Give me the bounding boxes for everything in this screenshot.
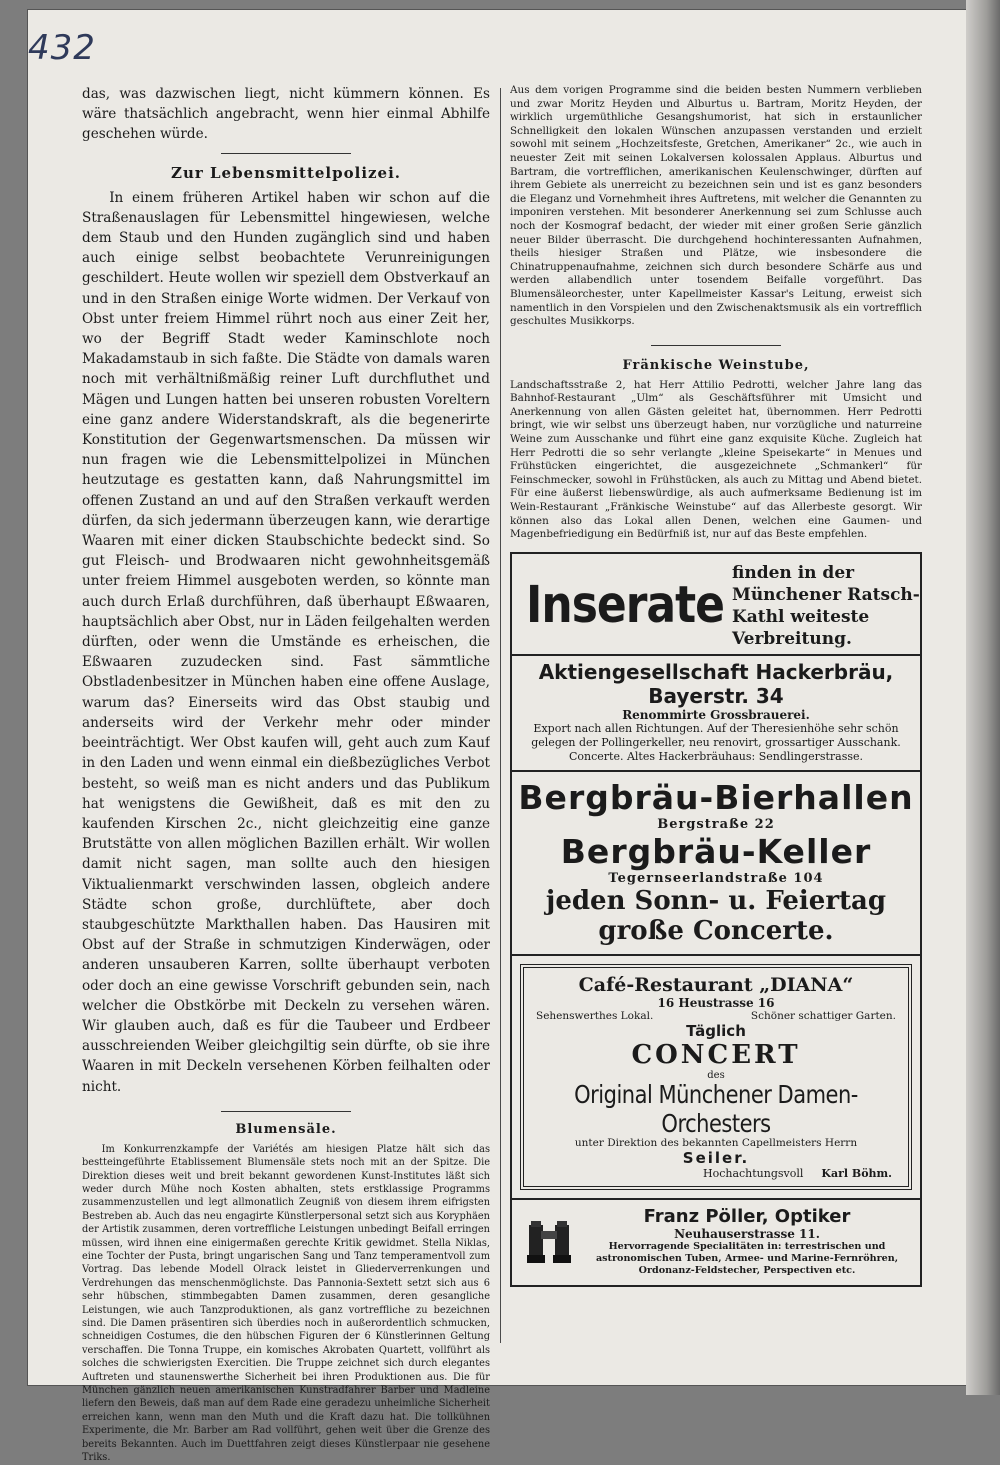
section-rule [221,153,351,154]
left-column [82,84,490,1465]
diana-address: 16 Heustrasse 16 [657,995,775,1010]
inserate-tagline-2: Kathl weiteste Verbreitung. [732,606,870,649]
hackerbraeu-text-2: gelegen der Pollingerkeller, neu renovirt, grossartiger Ausschank. [531,735,901,749]
page-edge [966,0,1000,1395]
intro-paragraph: das, was dazwischen liegt, nicht kümmern können. Es wäre thatsächlich angebracht, wenn hier einmal Abhilfe geschehen würde. [82,86,490,143]
bergbraeu-concert: jeden Sonn- u. Feiertag große Concerte. [545,885,887,946]
inserate-tagline-1: finden in der Münchener Ratsch- [732,562,920,605]
diana-respectfully: Hochachtungsvoll [702,1166,804,1180]
article-blumensaele: Im Konkurrenzkampfe der Variétés am hiesigen Platze hält sich das bestteingeführte Etablissement Blumensäle stets noch mit an der Spitze. Die Direktion dieses weit und breit bekannt gewordenen Kunst-Institutes läßt sich weder durch Mühe noch Kosten abhalten, stets erstklassige Programms zusammenzustellen und legt allmonatlich Zeugniß von diesem ihrem eifrigsten Bestreben ab. Auch das neu engagirte Künstlerpersonal setzt sich aus Koryphäen der Artistik zusammen, deren vortreffliche Leistungen unbedingt Beifall erringen müssen, wird ihnen eine einigermaßen gerechte Kritik gewidmet. Stella Niklas, eine Tochter der Pusta, bringt ungarischen Sang und Tanz temperamentvoll zum Vortrag. Das lebende Modell Olrack leistet in Gliederverrenkungen und Verdrehungen das menschenmöglichste. Das Pannonia-Sextett setzt sich aus 6 sehr hübschen, stimmbegabten Damen zusammen, deren gesangliche Leistungen, wie auch Tanzproduktionen, als ganz vortreffliche zu bezeichnen sind. Die Damen präsentiren sich überdies noch in außerordentlich schmucken, schneidigen Costumes, die den hübschen Figuren der 6 Künstlerinnen Geltung verschaffen. Die Tonna Truppe, ein komisches Akrobaten Quartett, vollführt als solches die schwierigsten Exercitien. Die Truppe zeichnet sich durch elegantes Auftreten und staunenswerthe Sicherheit bei ihren Produktionen aus. Die für München gänzlich neuen amerikanischen Kunstradfahrer Barber und Madleine liefern den Beweis, daß man auf dem Rade eine geradezu unheimliche Sicherheit erreichen kann, wenn man den Muth und die Kraft dazu hat. Die tollkühnen Experimente, die Mr. Barber am Rad vollführt, gehen weit über die Grenze des bereits Bekannten. Auch im Duettfahren zeigt dieses Künstlerpaar nie gesehene Triks. [82,1143,490,1464]
ad-optiker [510,1200,922,1287]
article-lebensmittelpolizei: In einem früheren Artikel haben wir schon auf die Straßenauslagen für Lebensmittel hingewiesen, welche dem Staub und den Hunden zugänglich sind und haben auch einige selbst beobachtete Verunreinigungen geschildert. Heute wollen wir speziell dem Obstverkauf an und in den Straßen einige Worte widmen. Der Verkauf von Obst unter freiem Himmel rührt noch aus einer Zeit her, wo der Begriff Stadt weder Kaminschlote noch Makadamstaub in sich faßte. Die Städte von damals waren noch mit verhältnißmäßig reiner Luft durchfluthet und Mägen und Lungen hatten bei unseren robusten Voreltern eine ganz andere Widerstandskraft, als die begenerirte Konstitution der Gegenwartsmenschen. Da müssen wir nun fragen wie die Lebensmittelpolizei in München heutzutage es gestatten kann, daß Nahrungsmittel im offenen Zustand an und auf den Straßen verkauft werden dürfen, da sich jedermann überzeugen kann, wie derartige Waaren mit einer dicken Staubschichte bedeckt sind. So gut Fleisch- und Brodwaaren nicht gewohnheitsgemäß unter freiem Himmel ausgeboten werden, so könnte man auch durch Erlaß durchführen, daß überhaupt Eßwaaren, hauptsächlich aber Obst, nur in Läden feilgehalten werden dürften, oder wenn die Umstände es erheischen, die Eßwaaren zuzudecken sind. Fast sämmtliche Obstladenbesitzer in München haben eine offene Auslage, warum das? Einerseits wird das Obst staubig und anderseits wird der Verkehr mehr oder minder beeinträchtigt. Wer Obst kaufen will, geht auch zum Kauf in den Laden und wenn einmal ein dießbezügliches Verbot besteht, so weiß man es nicht anders und das Publikum hat wenigstens die Gewißheit, daß es mit den zu kaufenden Kirschen 2c., nicht gleichzeitig eine ganze Brutstätte von allen möglichen Bazillen erhält. Wir wollen damit nicht sagen, man sollte auch den hiesigen Viktualienmarkt verschwinden lassen, obgleich andere Städte schon große, durchlüftete, aber doch staubgeschützte Markthallen haben. Das Hausiren mit Obst auf der Straße in schmutzigen Kinderwägen, oder anderen unsauberen Karren, sollte überhaupt verboten oder doch an eine gewisse Vorschrift gebunden sein, nach welcher die Obstkörbe mit Deckeln zu versehen wären. Wir glauben auch, daß es für die Taubeer und Erdbeer ausschreienden Weiber gleichgiltig sein dürfte, ob sie ihre Waaren in mit Deckeln versehenen Körben feilhalten oder nicht. [82,189,490,1095]
hackerbraeu-text-3: Concerte. Altes Hackerbräuhaus: Sendlingerstrasse. [568,749,864,763]
article-title-weinstube: Fränkische Weinstube, [622,357,810,373]
bergbraeu-address-1: Bergstraße 22 [657,816,775,832]
ad-diana [510,956,922,1200]
ad-inserate [510,552,922,656]
diana-orchestra: Original Münchener Damen-Orchesters [574,1080,858,1138]
right-column [510,84,922,1287]
binoculars-icon [518,1206,580,1277]
bergbraeu-keller: Bergbräu-Keller [560,831,872,871]
page-number: 432 [28,28,96,68]
diana-left-text: Sehenswerthes Lokal. [536,1009,654,1022]
inserate-heading: Inserate [526,576,724,636]
diana-daily: Täglich [686,1021,746,1040]
diana-right-text: Schöner schattiger Garten. [750,1009,896,1022]
section-rule [221,1111,351,1112]
ad-bergbraeu [510,772,922,956]
column-divider [500,88,501,1343]
bergbraeu-bierhallen: Bergbräu-Bierhallen [518,777,914,817]
diana-title: Café-Restaurant „DIANA“ [578,973,854,996]
article-title-lebensmittelpolizei: Zur Lebensmittelpolizei. [171,163,401,182]
hackerbraeu-subtitle: Renommirte Grossbrauerei. [622,707,810,722]
diana-frame [520,964,912,1190]
article-title-blumensaele: Blumensäle. [235,1121,337,1137]
optiker-text: Hervorragende Specialitäten in: terrestrischen und astronomischen Tuben, Armee- und Marine-Fernröhren, Ordonanz-Feldstecher, Perspectiven etc. [595,1240,899,1276]
article-weinstube: Landschaftsstraße 2, hat Herr Attilio Pedrotti, welcher Jahre lang das Bahnhof-Restaurant „Ulm“ als Geschäftsführer mit Umsicht und Anerkennung von allen Gästen geleitet hat, übernommen. Herr Pedrotti bringt, wie wir selbst uns überzeugt haben, nur vorzügliche und naturreine Weine zum Ausschanke und führt eine ganz exquisite Küche. Zugleich hat Herr Pedrotti die so sehr verlangte „kleine Speisekarte“ in Menues und Frühstücken eingerichtet, die ausgezeichnete „Schmankerl“ für Feinschmecker, sowohl in Frühstücken, als auch zu Mittag und Abend bietet. Für eine äußerst liebenswürdige, als auch aufmerksame Bedienung ist im Wein-Restaurant „Fränkische Weinstube“ auf das Allerbeste gesorgt. Wir können also das Lokal allen Denen, welchen eine Gaumen- und Magenbefriedigung ein Bedürfniß ist, nur auf das Beste empfehlen. [510,378,922,541]
article-program: Aus dem vorigen Programme sind die beiden besten Nummern verblieben und zwar Moritz Heyden und Alburtus u. Bartram, Moritz Heyden, der wirklich urgemüthliche Gesangshumorist, hat sich in erstaunlicher Schnelligkeit den lokalen Wünschen anzupassen verstanden und erzielt sowohl mit seinem „Hochzeitsfeste, Gretchen, Amerikaner“ 2c., wie auch in neuester Zeit mit seinen Lokalversen kolossalen Applaus. Alburtus und Bartram, die vortrefflichen, amerikanischen Keulenschwinger, dürften auf ihrem Gebiete als unerreicht zu bezeichnen sein und ist es ganz besonders die Eleganz und Vornehmheit ihres Auftretens, mit welcher die Genannten zu imponiren verstehen. Mit besonderer Anerkennung sei zum Schlusse auch noch der Kosmograf bedacht, der wieder mit einer großen Serie gänzlich neuer Bilder überrascht. Die durchgehend hochinteressanten Aufnahmen, theils hiesiger Straßen und Plätze, wie insbesondere die Chinatruppenaufnahme, zeichnen sich durch besondere Schärfe aus und werden allabendlich unter tosendem Beifalle vorgeführt. Das Blumensäleorchester, unter Kapellmeister Kassar's Leitung, erweist sich namentlich in den Vorspielen und den Zwischenaktsmusik als ein vortrefflich geschultes Musikkorps. [510,84,922,328]
optiker-title: Franz Pöller, Optiker [643,1205,851,1227]
bergbraeu-address-2: Tegernseerlandstraße 104 [608,870,824,886]
optiker-address: Neuhauserstrasse 11. [674,1226,820,1241]
ad-hackerbraeu [510,656,922,772]
diana-conductor: Seiler. [682,1148,750,1167]
hackerbraeu-title: Aktiengesellschaft Hackerbräu, Bayerstr. 34 [538,659,894,708]
diana-owner: Karl Böhm. [821,1166,892,1180]
section-rule [651,345,781,346]
diana-direction: unter Direktion des bekannten Capellmeisters Herrn [574,1136,858,1149]
diana-des: des [707,1069,725,1081]
diana-concert: CONCERT [631,1039,801,1070]
hackerbraeu-text-1: Export nach allen Richtungen. Auf der Theresienhöhe sehr schön [533,721,899,735]
